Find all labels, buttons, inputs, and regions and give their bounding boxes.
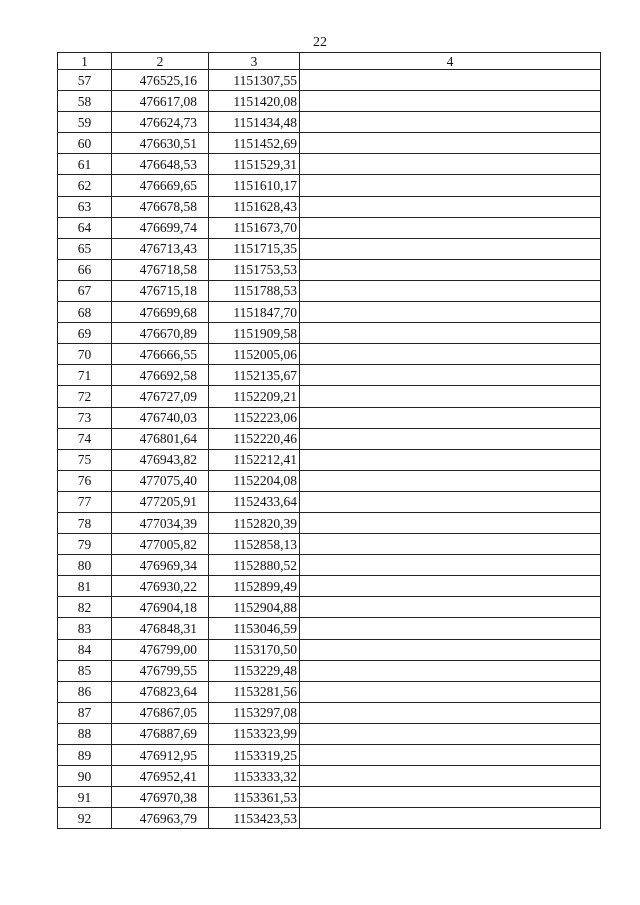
x-coordinate-cell: 476648,53 (112, 154, 209, 175)
y-coordinate-cell: 1153333,32 (209, 766, 300, 787)
y-coordinate-cell: 1152880,52 (209, 555, 300, 576)
point-number-cell: 63 (58, 196, 112, 217)
note-cell (300, 70, 601, 91)
y-coordinate-cell: 1151909,58 (209, 323, 300, 344)
note-cell (300, 365, 601, 386)
note-cell (300, 555, 601, 576)
table-row (58, 660, 601, 681)
x-coordinate-cell: 476718,58 (112, 259, 209, 280)
note-cell (300, 449, 601, 470)
note-cell (300, 91, 601, 112)
y-coordinate-cell: 1151628,43 (209, 196, 300, 217)
x-coordinate-cell: 476970,38 (112, 787, 209, 808)
y-coordinate-cell: 1152005,06 (209, 344, 300, 365)
note-cell (300, 428, 601, 449)
table-row (58, 133, 601, 154)
table-row (58, 217, 601, 238)
point-number-cell: 86 (58, 681, 112, 702)
y-coordinate-cell: 1153281,56 (209, 681, 300, 702)
x-coordinate-cell: 476670,89 (112, 323, 209, 344)
x-coordinate-cell: 476713,43 (112, 238, 209, 259)
point-number-cell: 69 (58, 323, 112, 344)
table-row (58, 365, 601, 386)
point-number-cell: 59 (58, 112, 112, 133)
point-number-cell: 83 (58, 618, 112, 639)
x-coordinate-cell: 476678,58 (112, 196, 209, 217)
point-number-cell: 78 (58, 512, 112, 533)
point-number-cell: 76 (58, 470, 112, 491)
table-row (58, 344, 601, 365)
x-coordinate-cell: 476727,09 (112, 386, 209, 407)
table-row (58, 196, 601, 217)
x-coordinate-cell: 476930,22 (112, 576, 209, 597)
table-row (58, 491, 601, 512)
table-row (58, 808, 601, 829)
note-cell (300, 238, 601, 259)
table-row (58, 175, 601, 196)
note-cell (300, 639, 601, 660)
y-coordinate-cell: 1151788,53 (209, 280, 300, 301)
note-cell (300, 407, 601, 428)
x-coordinate-cell: 476740,03 (112, 407, 209, 428)
point-number-cell: 64 (58, 217, 112, 238)
note-cell (300, 196, 601, 217)
x-coordinate-cell: 477075,40 (112, 470, 209, 491)
note-cell (300, 597, 601, 618)
point-number-cell: 89 (58, 745, 112, 766)
note-cell (300, 723, 601, 744)
point-number-cell: 62 (58, 175, 112, 196)
y-coordinate-cell: 1153229,48 (209, 660, 300, 681)
table-row (58, 449, 601, 470)
column-header-4: 4 (300, 53, 601, 70)
point-number-cell: 88 (58, 723, 112, 744)
table-row (58, 238, 601, 259)
point-number-cell: 60 (58, 133, 112, 154)
y-coordinate-cell: 1151847,70 (209, 302, 300, 323)
y-coordinate-cell: 1151673,70 (209, 217, 300, 238)
note-cell (300, 787, 601, 808)
note-cell (300, 217, 601, 238)
y-coordinate-cell: 1152433,64 (209, 491, 300, 512)
note-cell (300, 534, 601, 555)
table-header-row (58, 53, 601, 70)
y-coordinate-cell: 1153361,53 (209, 787, 300, 808)
point-number-cell: 71 (58, 365, 112, 386)
y-coordinate-cell: 1151715,35 (209, 238, 300, 259)
x-coordinate-cell: 476799,00 (112, 639, 209, 660)
point-number-cell: 72 (58, 386, 112, 407)
table-row (58, 702, 601, 723)
point-number-cell: 91 (58, 787, 112, 808)
x-coordinate-cell: 477034,39 (112, 512, 209, 533)
point-number-cell: 58 (58, 91, 112, 112)
note-cell (300, 344, 601, 365)
table-row (58, 597, 601, 618)
table-row (58, 555, 601, 576)
note-cell (300, 576, 601, 597)
point-number-cell: 84 (58, 639, 112, 660)
y-coordinate-cell: 1152135,67 (209, 365, 300, 386)
x-coordinate-cell: 476963,79 (112, 808, 209, 829)
note-cell (300, 660, 601, 681)
note-cell (300, 280, 601, 301)
note-cell (300, 702, 601, 723)
x-coordinate-cell: 476801,64 (112, 428, 209, 449)
table-row (58, 534, 601, 555)
y-coordinate-cell: 1151753,53 (209, 259, 300, 280)
point-number-cell: 85 (58, 660, 112, 681)
note-cell (300, 745, 601, 766)
y-coordinate-cell: 1151420,08 (209, 91, 300, 112)
note-cell (300, 323, 601, 344)
point-number-cell: 65 (58, 238, 112, 259)
y-coordinate-cell: 1151529,31 (209, 154, 300, 175)
x-coordinate-cell: 476692,58 (112, 365, 209, 386)
y-coordinate-cell: 1152220,46 (209, 428, 300, 449)
x-coordinate-cell: 476669,65 (112, 175, 209, 196)
y-coordinate-cell: 1152904,88 (209, 597, 300, 618)
column-header-1: 1 (58, 53, 112, 70)
table-row (58, 745, 601, 766)
table-row (58, 576, 601, 597)
y-coordinate-cell: 1153319,25 (209, 745, 300, 766)
note-cell (300, 175, 601, 196)
y-coordinate-cell: 1152212,41 (209, 449, 300, 470)
y-coordinate-cell: 1153323,99 (209, 723, 300, 744)
y-coordinate-cell: 1153170,50 (209, 639, 300, 660)
point-number-cell: 57 (58, 70, 112, 91)
x-coordinate-cell: 476904,18 (112, 597, 209, 618)
x-coordinate-cell: 476715,18 (112, 280, 209, 301)
table-row (58, 154, 601, 175)
point-number-cell: 70 (58, 344, 112, 365)
x-coordinate-cell: 476823,64 (112, 681, 209, 702)
y-coordinate-cell: 1151434,48 (209, 112, 300, 133)
note-cell (300, 259, 601, 280)
point-number-cell: 68 (58, 302, 112, 323)
table-row (58, 386, 601, 407)
point-number-cell: 61 (58, 154, 112, 175)
point-number-cell: 74 (58, 428, 112, 449)
column-header-2: 2 (112, 53, 209, 70)
note-cell (300, 133, 601, 154)
table-row (58, 323, 601, 344)
y-coordinate-cell: 1151307,55 (209, 70, 300, 91)
x-coordinate-cell: 476952,41 (112, 766, 209, 787)
table-row (58, 280, 601, 301)
x-coordinate-cell: 476943,82 (112, 449, 209, 470)
x-coordinate-cell: 476699,74 (112, 217, 209, 238)
y-coordinate-cell: 1152209,21 (209, 386, 300, 407)
table-body (58, 70, 601, 829)
point-number-cell: 67 (58, 280, 112, 301)
table-row (58, 723, 601, 744)
point-number-cell: 77 (58, 491, 112, 512)
point-number-cell: 75 (58, 449, 112, 470)
x-coordinate-cell: 477005,82 (112, 534, 209, 555)
x-coordinate-cell: 477205,91 (112, 491, 209, 512)
note-cell (300, 681, 601, 702)
table-row (58, 70, 601, 91)
column-header-3: 3 (209, 53, 300, 70)
note-cell (300, 766, 601, 787)
point-number-cell: 80 (58, 555, 112, 576)
point-number-cell: 90 (58, 766, 112, 787)
x-coordinate-cell: 476912,95 (112, 745, 209, 766)
y-coordinate-cell: 1153423,53 (209, 808, 300, 829)
note-cell (300, 386, 601, 407)
note-cell (300, 808, 601, 829)
table-row (58, 302, 601, 323)
point-number-cell: 66 (58, 259, 112, 280)
note-cell (300, 618, 601, 639)
x-coordinate-cell: 476699,68 (112, 302, 209, 323)
page-number: 22 (313, 35, 327, 50)
y-coordinate-cell: 1153046,59 (209, 618, 300, 639)
coordinates-table (57, 52, 601, 829)
note-cell (300, 512, 601, 533)
note-cell (300, 112, 601, 133)
note-cell (300, 491, 601, 512)
y-coordinate-cell: 1152204,08 (209, 470, 300, 491)
x-coordinate-cell: 476624,73 (112, 112, 209, 133)
x-coordinate-cell: 476799,55 (112, 660, 209, 681)
x-coordinate-cell: 476617,08 (112, 91, 209, 112)
point-number-cell: 79 (58, 534, 112, 555)
point-number-cell: 82 (58, 597, 112, 618)
table-row (58, 91, 601, 112)
y-coordinate-cell: 1152223,06 (209, 407, 300, 428)
y-coordinate-cell: 1152858,13 (209, 534, 300, 555)
note-cell (300, 470, 601, 491)
x-coordinate-cell: 476848,31 (112, 618, 209, 639)
point-number-cell: 81 (58, 576, 112, 597)
note-cell (300, 154, 601, 175)
x-coordinate-cell: 476969,34 (112, 555, 209, 576)
table-row (58, 407, 601, 428)
x-coordinate-cell: 476887,69 (112, 723, 209, 744)
x-coordinate-cell: 476630,51 (112, 133, 209, 154)
y-coordinate-cell: 1151610,17 (209, 175, 300, 196)
point-number-cell: 87 (58, 702, 112, 723)
y-coordinate-cell: 1152899,49 (209, 576, 300, 597)
y-coordinate-cell: 1153297,08 (209, 702, 300, 723)
table-row (58, 512, 601, 533)
point-number-cell: 73 (58, 407, 112, 428)
table-row (58, 787, 601, 808)
y-coordinate-cell: 1151452,69 (209, 133, 300, 154)
table-row (58, 470, 601, 491)
table-row (58, 766, 601, 787)
x-coordinate-cell: 476666,55 (112, 344, 209, 365)
table-row (58, 428, 601, 449)
x-coordinate-cell: 476525,16 (112, 70, 209, 91)
table-row (58, 112, 601, 133)
note-cell (300, 302, 601, 323)
x-coordinate-cell: 476867,05 (112, 702, 209, 723)
point-number-cell: 92 (58, 808, 112, 829)
table-row (58, 639, 601, 660)
table-row (58, 259, 601, 280)
table-row (58, 618, 601, 639)
table-row (58, 681, 601, 702)
y-coordinate-cell: 1152820,39 (209, 512, 300, 533)
